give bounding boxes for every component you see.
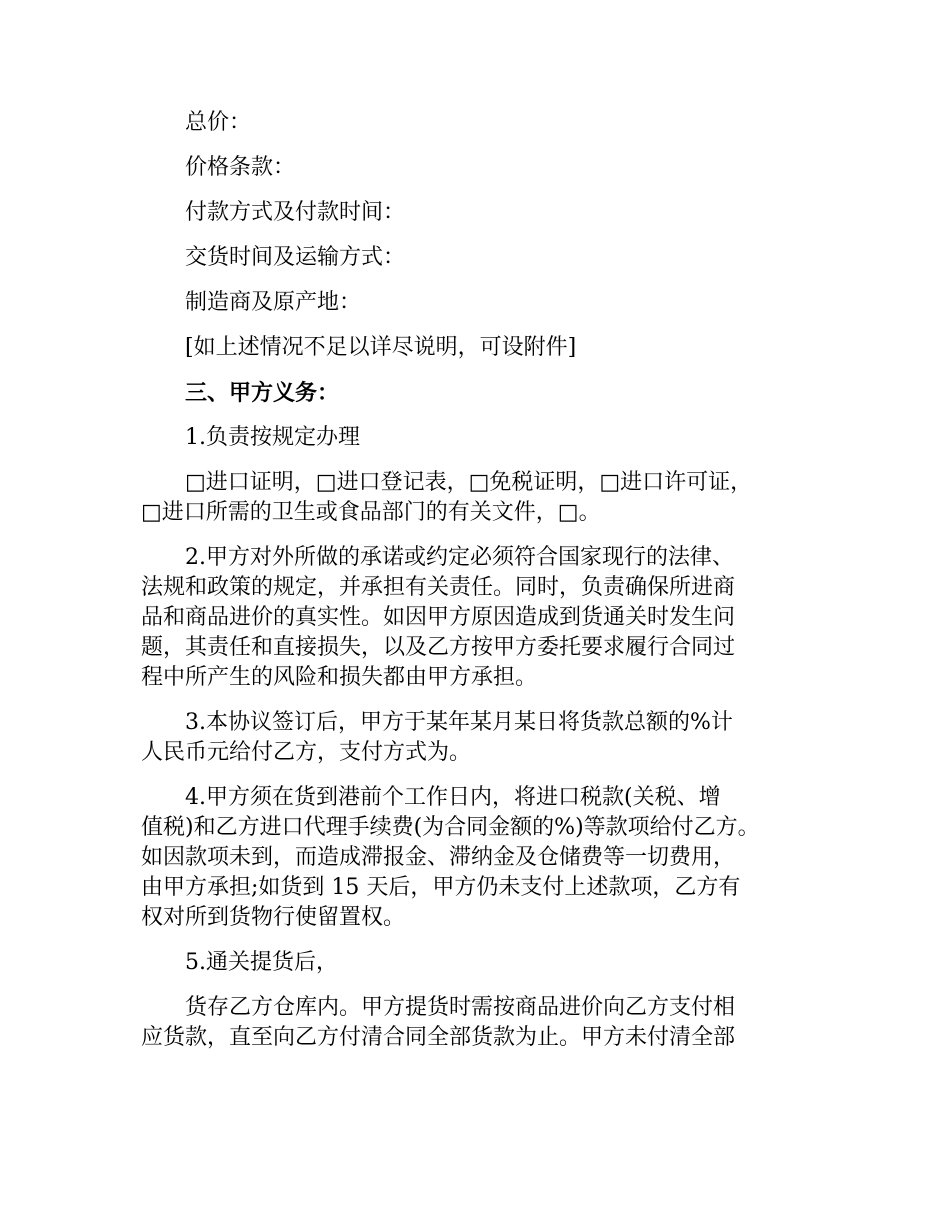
paragraph-line: 如因款项未到，而造成滞报金、滞纳金及仓储费等一切费用， [141,845,736,870]
item-2-paragraph [141,543,811,693]
paragraph-line: 5.通关提货后， [185,950,338,975]
paragraph-line: 3.本协议签订后，甲方于某年某月某日将货款总额的%计 [185,710,733,735]
section-heading-party-a-obligations: 三、甲方义务： [185,380,340,406]
paragraph-line: 货存乙方仓库内。甲方提货时需按商品进价向乙方支付相 [185,995,736,1020]
paragraph-line: 法规和政策的规定，并承担有关责任。同时，负责确保所进商 [141,575,736,600]
paragraph-line: 应货款，直至向乙方付清合同全部货款为止。甲方未付清全部 [141,1025,736,1050]
item-6-paragraph [141,993,811,1053]
document-body [141,108,811,1068]
paragraph-line: 值税)和乙方进口代理手续费(为合同金额的%)等款项给付乙方。 [141,815,760,840]
item-3-paragraph [141,708,811,768]
item-4-paragraph [141,783,811,933]
item-5-paragraph [141,948,811,978]
paragraph-line: 2.甲方对外所做的承诺或约定必须符合国家现行的法律、 [185,545,734,570]
field-payment-method: 付款方式及付款时间： [185,200,406,225]
paragraph-line: 4.甲方须在货到港前个工作日内，将进口税款(关税、增 [185,785,721,810]
field-manufacturer-origin: 制造商及原产地： [185,290,362,315]
paragraph-line: 由甲方承担;如货到 15 天后，甲方仍未支付上述款项，乙方有 [141,875,741,900]
item-1-title: 1.负责按规定办理 [185,425,360,450]
attachment-note: [如上述情况不足以详尽说明，可设附件] [185,335,577,360]
paragraph-line: 权对所到货物行使留置权。 [141,905,406,930]
paragraph-line: 品和商品进价的真实性。如因甲方原因造成到货通关时发生问 [141,605,736,630]
field-delivery-transport: 交货时间及运输方式： [185,245,406,270]
paragraph-line: 程中所产生的风险和损失都由甲方承担。 [141,665,538,690]
checkbox-line: □进口证明，□进口登记表，□免税证明，□进口许可证， [185,470,753,495]
field-total-price: 总价： [185,110,252,135]
checkbox-line: □进口所需的卫生或食品部门的有关文件，□。 [141,500,601,525]
item-1-checkbox-list [141,468,811,528]
field-price-terms: 价格条款： [185,155,296,180]
paragraph-line: 人民币元给付乙方，支付方式为。 [141,740,472,765]
paragraph-line: 题，其责任和直接损失，以及乙方按甲方委托要求履行合同过 [141,635,736,660]
